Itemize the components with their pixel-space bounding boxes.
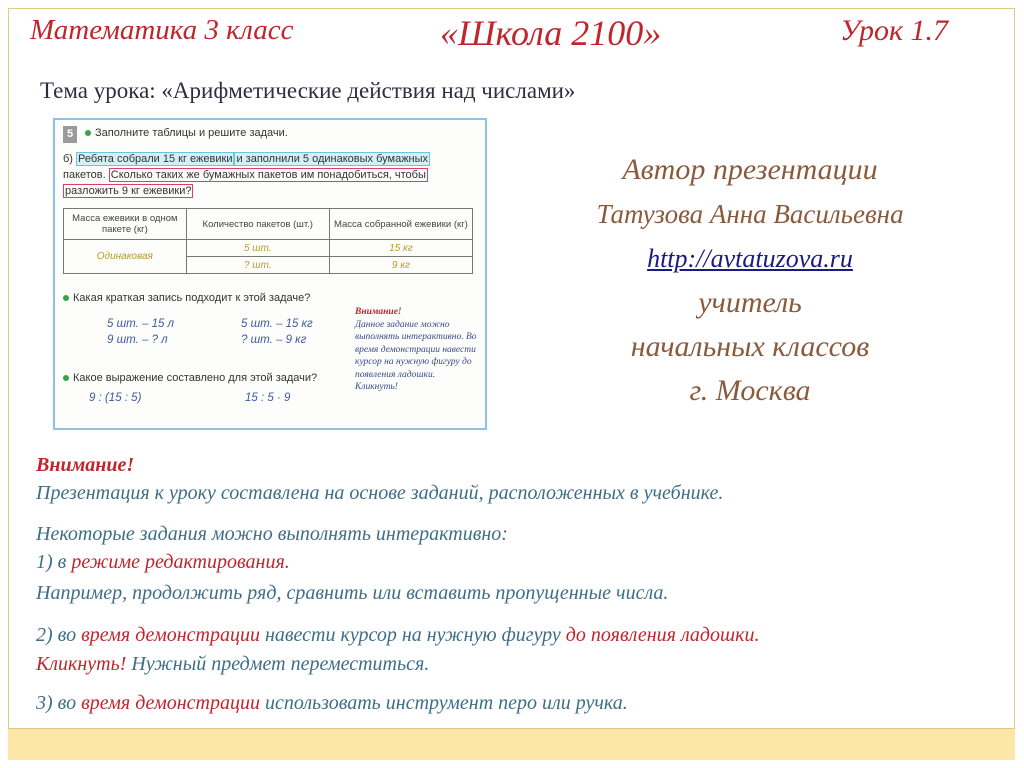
demo-time-text: время демонстрации <box>81 624 260 646</box>
question-record <box>63 292 310 304</box>
task-instruction <box>85 127 288 139</box>
bullet-icon <box>63 375 69 381</box>
problem-question-2[interactable]: разложить 9 кг ежевики? <box>65 185 192 197</box>
textbook-task-image <box>53 118 487 430</box>
problem-part-3: пакетов. <box>63 169 106 181</box>
question-expression <box>63 372 317 384</box>
author-heading: Автор презентации <box>622 153 878 186</box>
problem-line-2 <box>63 169 428 181</box>
line-5-prefix: 2) во <box>36 624 82 646</box>
attention-line-3 <box>36 551 290 574</box>
click-text: Кликнуть! <box>36 653 127 675</box>
problem-line-3 <box>63 185 193 197</box>
problem-part-2[interactable]: и заполнили 5 одинаковых бумажных <box>236 153 429 165</box>
table-cell[interactable]: ? шт. <box>186 257 329 274</box>
note-text: Данное задание можно выполнять интерактивно. Во время демонстрации навести курсор на нужную фигуру до появления ладошки. <box>355 319 477 380</box>
attention-line-7 <box>36 692 628 715</box>
note-title: Внимание! <box>355 307 402 317</box>
table-cell-row-label: Одинаковая <box>64 240 187 274</box>
attention-line-6 <box>36 653 429 676</box>
problem-question-1[interactable]: Сколько таких же бумажных пакетов им понадобиться, чтобы <box>110 169 426 181</box>
author-role-1: учитель <box>698 286 802 319</box>
line-6-rest: Нужный предмет переместиться. <box>126 653 430 675</box>
table-cell[interactable]: 5 шт. <box>186 240 329 257</box>
problem-line-1 <box>63 153 430 165</box>
attention-line-1: Презентация к уроку составлена на основе заданий, расположенных в учебнике. <box>36 482 724 504</box>
lesson-number: Урок 1.7 <box>840 14 949 47</box>
question-record-text: Какая краткая запись подходит к этой задаче? <box>73 292 311 304</box>
table-header: Количество пакетов (шт.) <box>186 209 329 240</box>
bullet-icon <box>63 295 69 301</box>
demo-time-text-2: время демонстрации <box>81 692 260 714</box>
hand-cursor-text: до появления ладошки. <box>565 624 760 646</box>
line-5-middle: навести курсор на нужную фигуру <box>259 624 566 646</box>
table-header: Масса ежевики в одном пакете (кг) <box>64 209 187 240</box>
author-role-2: начальных классов <box>630 330 870 363</box>
line-7-prefix: 3) во <box>36 692 82 714</box>
record-b1[interactable]: 5 шт. – 15 кг <box>241 318 313 330</box>
question-expression-text: Какое выражение составлено для этой задачи? <box>73 372 318 384</box>
problem-part-1[interactable]: Ребята собрали 15 кг ежевики <box>78 153 233 165</box>
record-b2[interactable]: ? шт. – 9 кг <box>241 334 307 346</box>
expression-1[interactable]: 9 : (15 : 5) <box>89 392 142 404</box>
line-7-rest: использовать инструмент перо или ручка. <box>259 692 628 714</box>
attention-line-2: Некоторые задания можно выполнять интерактивно: <box>36 523 508 545</box>
table-header: Масса собранной ежевики (кг) <box>329 209 472 240</box>
bullet-icon <box>85 130 91 136</box>
edit-mode-text: режиме редактирования. <box>71 551 290 573</box>
expression-2[interactable]: 15 : 5 · 9 <box>245 392 291 404</box>
instruction-text: Заполните таблицы и решите задачи. <box>95 127 288 139</box>
problem-label: б) <box>63 153 73 165</box>
task-table <box>63 208 473 274</box>
table-cell[interactable]: 9 кг <box>329 257 472 274</box>
author-city: г. Москва <box>689 374 811 407</box>
author-link[interactable]: http://avtatuzova.ru <box>647 244 853 273</box>
program-title: «Школа 2100» <box>440 13 662 53</box>
interactive-note <box>355 306 480 394</box>
record-a2[interactable]: 9 шт. – ? л <box>107 334 168 346</box>
line-3-prefix: 1) в <box>36 551 72 573</box>
record-a1[interactable]: 5 шт. – 15 л <box>107 318 175 330</box>
attention-line-5 <box>36 624 759 647</box>
table-row <box>64 240 473 257</box>
lesson-topic: Тема урока: «Арифметические действия над числами» <box>40 78 576 103</box>
attention-line-4: Например, продолжить ряд, сравнить или вставить пропущенные числа. <box>36 582 669 604</box>
note-action: Кликнуть! <box>355 382 398 392</box>
table-header-row <box>64 209 473 240</box>
footer-bar <box>8 728 1015 760</box>
author-name: Татузова Анна Васильевна <box>596 199 904 229</box>
attention-title: Внимание! <box>36 454 135 476</box>
table-cell[interactable]: 15 кг <box>329 240 472 257</box>
subject-title: Математика 3 класс <box>30 14 294 46</box>
author-block <box>530 148 970 413</box>
task-number: 5 <box>63 126 77 143</box>
